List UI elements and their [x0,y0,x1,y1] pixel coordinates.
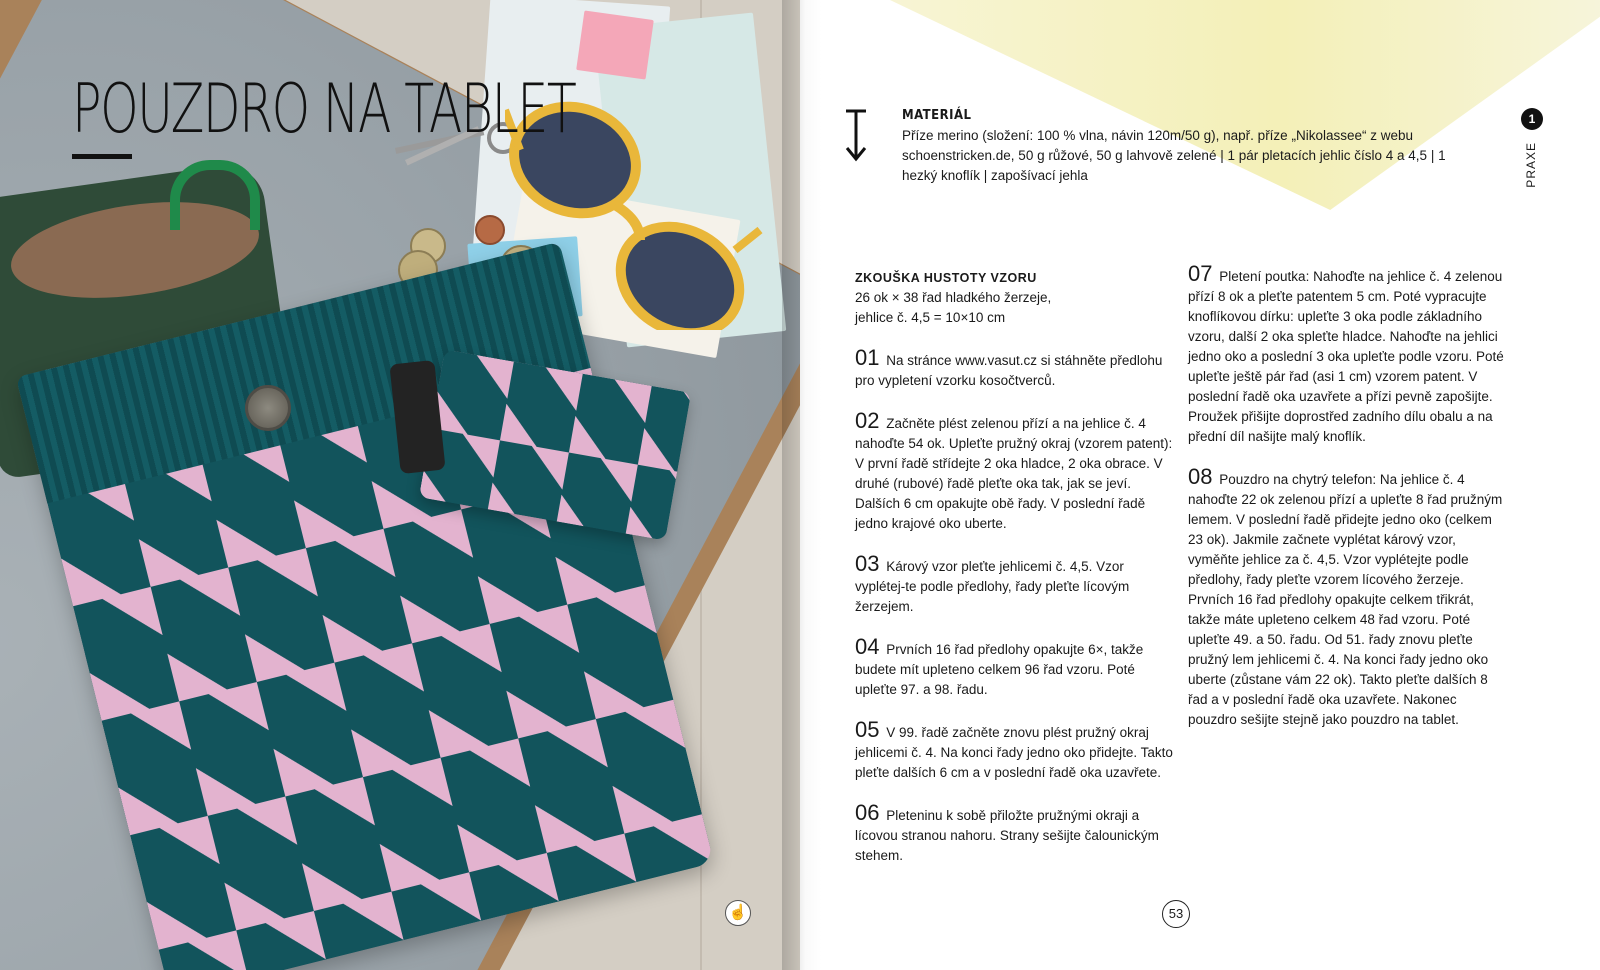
step-03 [855,551,1175,617]
coin [475,215,505,245]
instructions-column-left [855,268,1175,866]
page-number: 53 [1162,900,1190,928]
step-01 [855,345,1175,391]
step-08 [1188,464,1508,730]
gauge-line: 26 ok × 38 řad hladkého žerzeje, [855,290,1052,305]
bag-handle [170,160,260,230]
instructions-column-right [1188,261,1508,730]
hand-pointer-icon: ☝ [725,900,751,926]
step-05 [855,717,1175,783]
material-heading: MATERIÁL [902,108,972,123]
step-text: Prvních 16 řad předlohy opakujte 6×, takže budete mít upleteno celkem 96 řad vzoru. Poté upleťte 97. a 98. řadu. [855,642,1144,697]
step-number: 07 [1188,261,1213,286]
step-text: Na stránce www.vasut.cz si stáhněte předlohu pro vypletení vzorku kosočtverců. [855,353,1163,388]
step-text: Pletení poutka: Nahoďte na jehlice č. 4 zelenou přízí 8 ok a pleťte patentem 5 cm. Poté vypracujte knoflíkovou dírku: upleťte 3 oka podle základního vzoru, další 2 oka spleťte hladce. Nahoďte na jehlici jedno oko a poslední 3 oka upleťte podle vzoru. Poté upleťte ještě pár řad (asi 1 cm) vzorem patent. V poslední řadě oka uzavřete a přízi pevně zapošijte. Proužek přišijte doprostřed zadního dílu obalu a na přední díl našijte malý knoflík. [1188,269,1504,444]
step-number: 08 [1188,464,1213,489]
section-badge: 1 [1521,108,1543,130]
step-06 [855,800,1175,866]
step-number: 01 [855,345,880,370]
step-number: 05 [855,717,880,742]
step-04 [855,634,1175,700]
step-number: 02 [855,408,880,433]
step-text: Pleteninu k sobě přiložte pružnými okraji a lícovou stranou nahoru. Strany sešijte čalounickým stehem. [855,808,1159,863]
gauge-block [855,268,1175,328]
down-arrow-icon [842,108,870,164]
gauge-heading: ZKOUŠKA HUSTOTY VZORU [855,271,1037,285]
book-gutter [782,0,822,970]
pink-note [576,10,654,79]
material-text: Příze merino (složení: 100 % vlna, návin 120m/50 g), např. příze „Nikolassee“ z webu schoenstricken.de, 50 g růžové, 50 g lahvově zelené | 1 pár pletacích jehlic číslo 4 a 4,5 | 1 hezký knoflík | zapošívací jehla [902,128,1446,183]
step-number: 06 [855,800,880,825]
step-07 [1188,261,1508,447]
step-number: 03 [855,551,880,576]
title-underline [72,154,132,159]
step-02 [855,408,1175,534]
page-title: POUZDRO NA TABLET [72,70,576,149]
step-text: Kárový vzor pleťte jehlicemi č. 4,5. Vzor vyplétej-te podle předlohy, řady pleťte lícovým žerzejem. [855,559,1130,614]
step-number: 04 [855,634,880,659]
knitted-button [245,385,291,431]
step-text: V 99. řadě začněte znovu plést pružný okraj jehlicemi č. 4. Na konci řady jedno oko přidejte. Takto pleťte dalších 6 cm a v poslední řadě oka uzavřete. [855,725,1173,780]
section-label: PRAXE [1524,142,1538,188]
gauge-line: jehlice č. 4,5 = 10×10 cm [855,310,1006,325]
step-text: Pouzdro na chytrý telefon: Na jehlice č. 4 nahoďte 22 ok zelenou přízí a upleťte 8 řad pružným lemem. V poslední řadě přidejte jedno oko (celkem 23 ok). Jakmile začnete vyplétat kárový vzor, vyměňte jehlice za č. 4,5. Vzor vyplétejte podle předlohy, řady pleťte vzorem lícového žerzeje. Prvních 16 řad předlohy opakujte celkem třikrát, takže máte upleteno celkem 48 řad vzoru. Poté upleťte 49. a 50. řadu. Od 51. řady znovu pleťte pružný lem jehlicemi č. 4. Na konci řady jedno oko uberte (zůstane vám 22 ok). Takto pleťte dalších 8 řad a v poslední řadě oka uzavřete. Nakonec pouzdro sešijte stejně jako pouzdro na tablet. [1188,472,1503,727]
step-text: Začněte plést zelenou přízí a na jehlice č. 4 nahoďte 54 ok. Upleťte pružný okraj (vzorem patent): V první řadě střídejte 2 oka hladce, 2 oka obrace. V druhé (rubové) řadě pleťte oka tak, jak se jeví. Dalších 6 cm opakujte obě řady. V poslední řadě jedno krajové oko uberte. [855,416,1173,531]
